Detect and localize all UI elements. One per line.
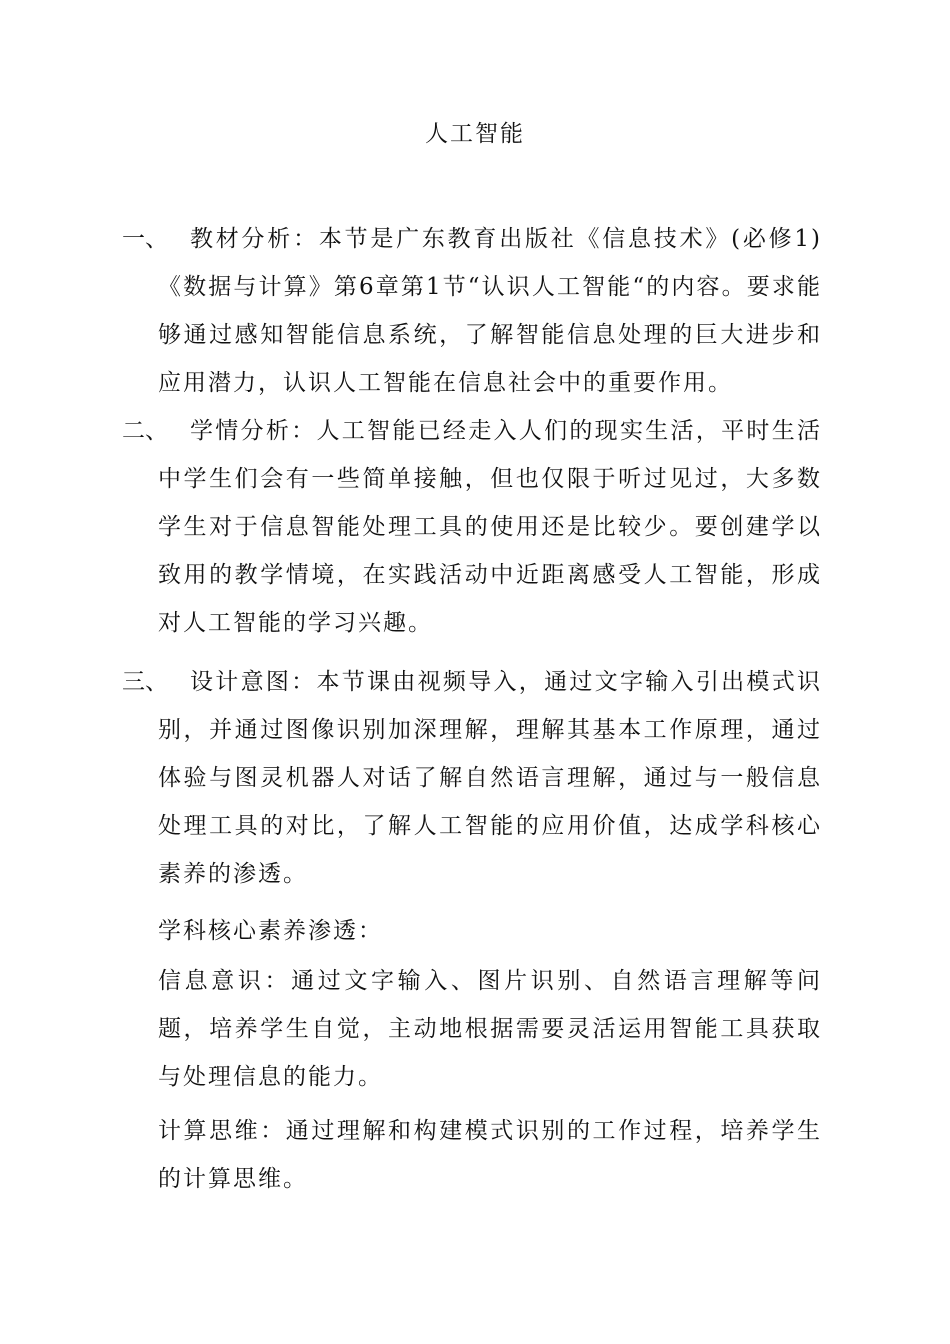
section-number: 一、 [122, 226, 168, 252]
document-title: 人工智能 [425, 121, 525, 147]
section-number: 三、 [122, 669, 168, 695]
section-text: 学情分析：人工智能已经走入人们的现实生活，平时生活中学生们会有一些简单接触，但也仅限于听过见过，大多数学生对于信息智能处理工具的使用还是比较少。要创建学以致用的教学情境，在实践活动中近距离感受人工智能，形成对人工智能的学习兴趣。 [158, 418, 822, 636]
paragraph-information-awareness: 信息意识：通过文字输入、图片识别、自然语言理解等问题，培养学生自觉，主动地根据需要灵活运用智能工具获取与处理信息的能力。 [158, 968, 822, 1090]
section-text: 教材分析：本节是广东教育出版社《信息技术》(必修1)《数据与计算》第6章第1节“认识人工智能“的内容。要求能够通过感知智能信息系统，了解智能信息处理的巨大进步和应用潜力，认识人工智能在信息社会中的重要作用。 [158, 226, 822, 396]
section-number: 二、 [122, 418, 168, 444]
section-design-intent [122, 658, 822, 898]
section-textbook-analysis [122, 215, 822, 407]
paragraph-computational-thinking: 计算思维：通过理解和构建模式识别的工作过程，培养学生的计算思维。 [158, 1118, 822, 1192]
core-literacy-heading: 学科核心素养渗透： [158, 918, 383, 944]
section-text: 设计意图：本节课由视频导入，通过文字输入引出模式识别，并通过图像识别加深理解，理解其基本工作原理，通过体验与图灵机器人对话了解自然语言理解，通过与一般信息处理工具的对比，了解人工智能的应用价值，达成学科核心素养的渗透。 [158, 669, 822, 887]
section-student-analysis [122, 407, 822, 647]
